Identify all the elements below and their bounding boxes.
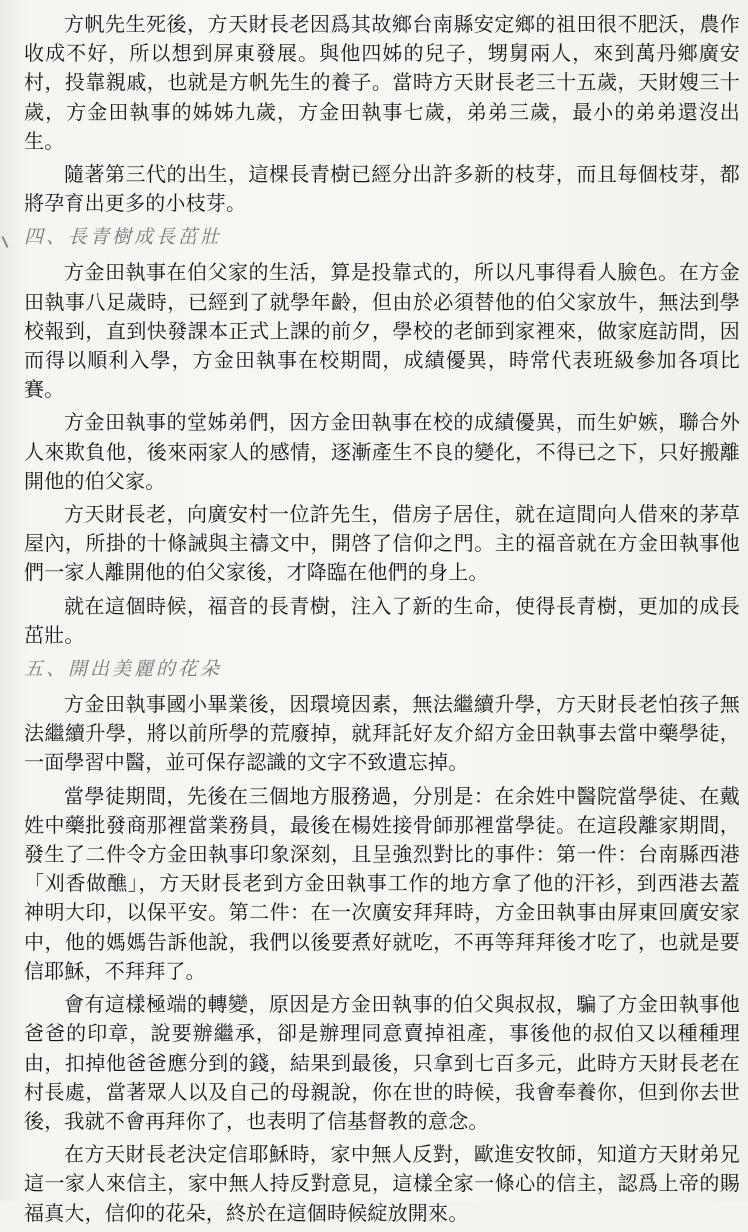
document-body — [24, 10, 740, 1232]
paragraph: 方帆先生死後，方天財長老因爲其故鄉台南縣安定鄉的祖田很不肥沃，農作收成不好，所以想到屏東發展。與他四姊的兒子，甥舅兩人，來到萬丹鄉廣安村，投靠親戚，也就是方帆先生的養子。當時方天財長老三十五歲，天財嫂三十歲，方金田執事的姊姊九歲，方金田執事七歲，弟弟三歲，最小的弟弟還沒出生。 — [24, 12, 740, 153]
section-heading: 五、開出美麗的花朵 — [24, 658, 223, 681]
paragraph: 當學徒期間，先後在三個地方服務過，分別是：在余姓中醫院當學徒、在戴姓中藥批發商那裡當業務員，最後在楊姓接骨師那裡當學徒。在這段離家期間，發生了二件令方金田執事印象深刻，且呈強烈對比的事件：第一件：台南縣西港「刈香做醮」，方天財長老到方金田執事工作的地方拿了他的汗衫，到西港去蓋神明大印，以保平安。第二件：在一次廣安拜拜時，方金田執事由屏東回廣安家中，他的媽媽告訴他說，我們以後要煮好就吃，不再等拜拜後才吃了，也就是要信耶穌，不拜拜了。 — [24, 783, 740, 983]
scan-mark — [2, 236, 9, 248]
paragraph: 隨著第三代的出生，這棵長青樹已經分出許多新的枝芽，而且每個枝芽，都將孕育出更多的小枝芽。 — [24, 162, 740, 216]
paragraph: 就在這個時候，福音的長青樹，注入了新的生命，使得長青樹，更加的成長茁壯。 — [24, 593, 740, 647]
paragraph: 方金田執事的堂姊弟們，因方金田執事在校的成績優異，而生妒嫉，聯合外人來欺負他，後來兩家人的感情，逐漸產生不良的變化，不得已之下，只好搬離開他的伯父家。 — [24, 410, 740, 493]
section-heading: 四、長青樹成長茁壯 — [24, 226, 223, 249]
paragraph: 會有這樣極端的轉變，原因是方金田執事的伯父與叔叔，騙了方金田執事他爸爸的印章，說要辦繼承，卻是辦理同意賣掉祖產，事後他的叔伯又以種種理由，扣掉他爸爸應分到的錢，結果到最後，只拿到七百多元，此時方天財長老在村長處，當著眾人以及自己的母親說，你在世的時候，我會奉養你，但到你去世後，我就不會再拜你了，也表明了信基督教的意念。 — [24, 992, 740, 1133]
paragraph: 在方天財長老決定信耶穌時，家中無人反對，歐進安牧師，知道方天財弟兄這一家人來信主，家中無人持反對意見，這樣全家一條心的信主，認爲上帝的賜福真大，信仰的花朵，終於在這個時候綻放開來。 — [24, 1142, 740, 1225]
paragraph: 方天財長老，向廣安村一位許先生，借房子居住，就在這間向人借來的茅草屋內，所掛的十條誡與主禱文中，開啓了信仰之門。主的福音就在方金田執事他們一家人離開他的伯父家後，才降臨在他們的身上。 — [24, 502, 740, 585]
paragraph: 方金田執事國小畢業後，因環境因素，無法繼續升學，方天財長老怕孩子無法繼續升學，將以前所學的荒廢掉，就拜託好友介紹方金田執事去當中藥學徒，一面學習中醫，並可保存認識的文字不致遺忘掉。 — [24, 692, 740, 775]
paragraph: 方金田執事在伯父家的生活，算是投靠式的，所以凡事得看人臉色。在方金田執事八足歲時，已經到了就學年齡，但由於必須替他的伯父家放牛，無法到學校報到，直到快發課本正式上課的前夕，學校的老師到家裡來，做家庭訪問，因而得以順利入學，方金田執事在校期間，成績優異，時常代表班級參加各項比賽。 — [24, 260, 740, 402]
